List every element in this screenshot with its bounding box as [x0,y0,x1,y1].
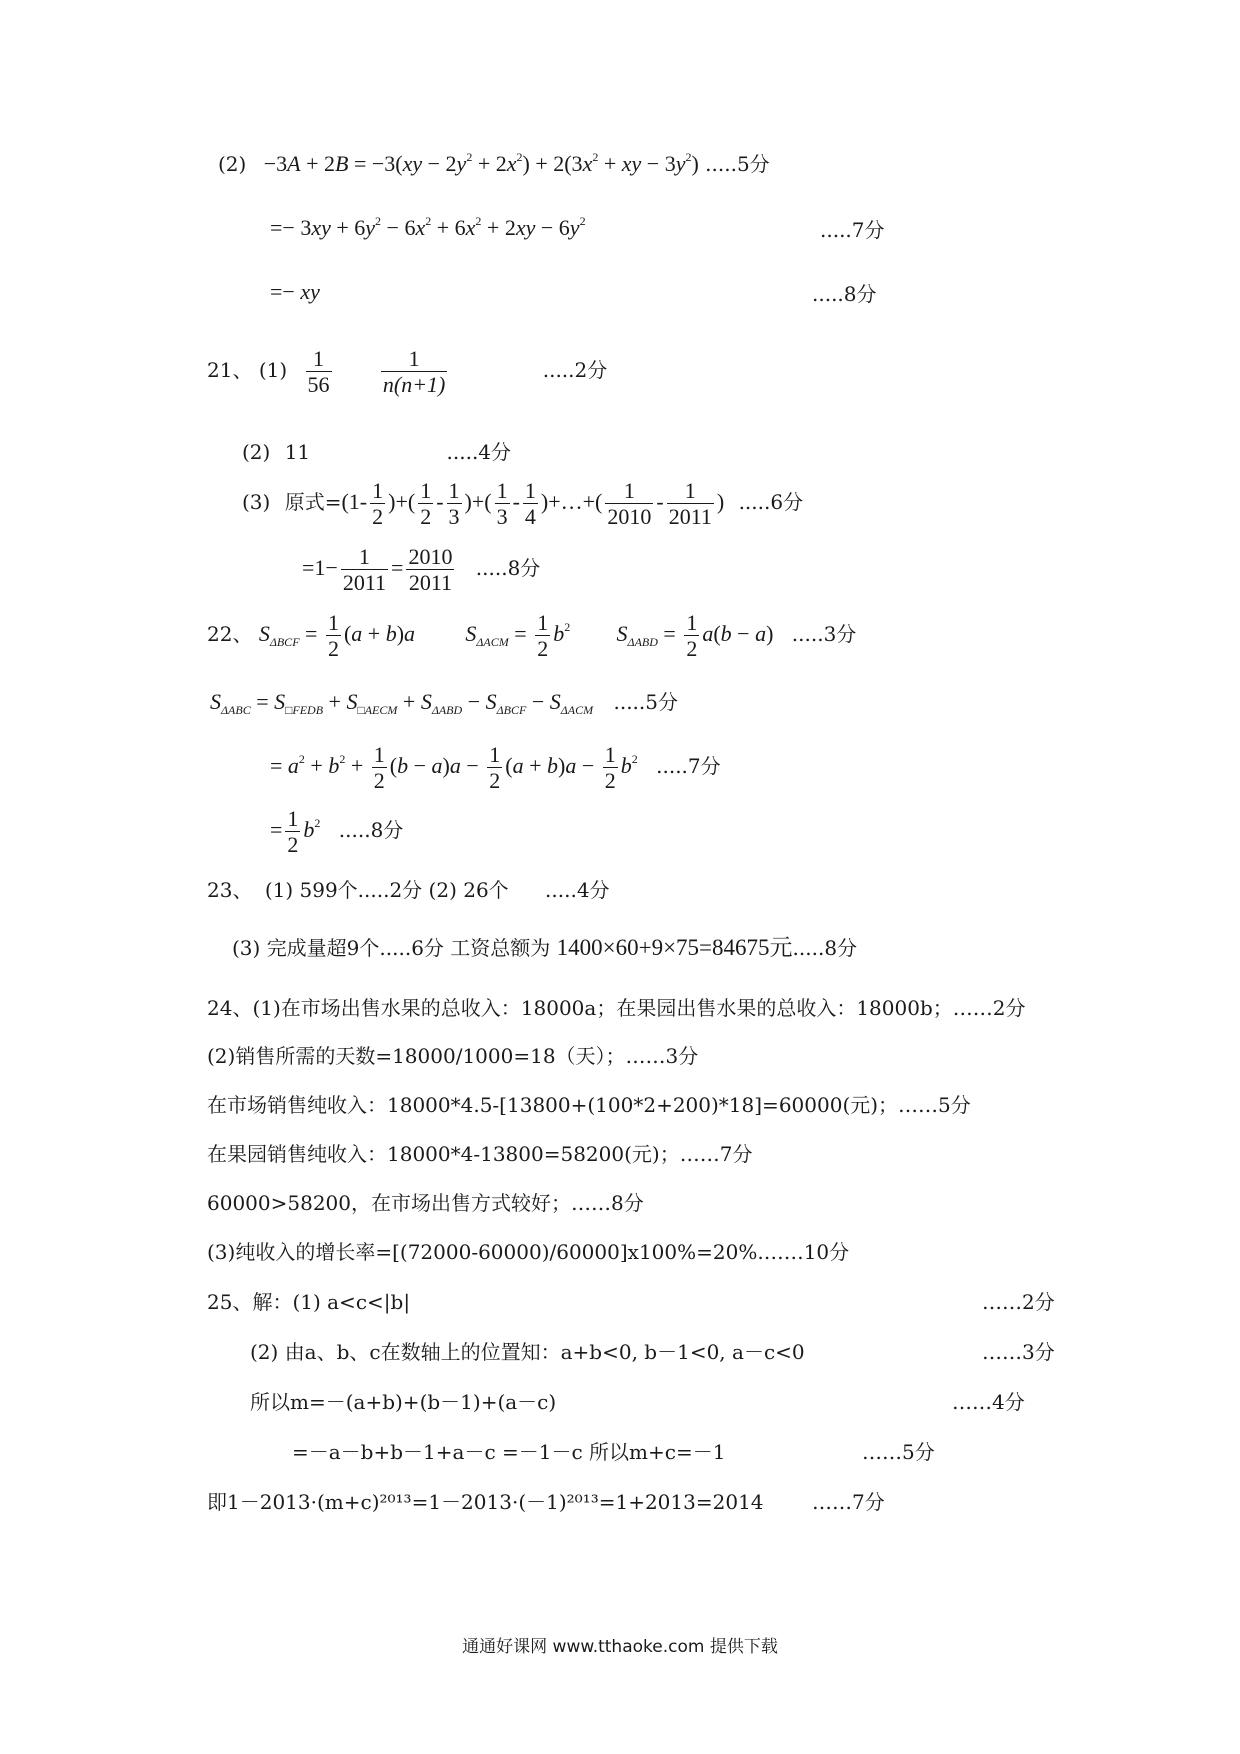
q21-part3: (3) 原式=(1- $\frac{1}{2}$ )+( $\frac{1}{2}$ - $\frac{1}{3}$ )+( $\frac{1}{3}$ - $\frac{1}{4}$ )+…+( $\frac{1}{2010}$ - $\frac{1}{2011}$ ) .....6分 [242,478,804,529]
q21-part1 [207,346,607,397]
q22-number: 22、 [207,622,253,646]
q21-p3-label: (3) [242,490,271,514]
q24-line1: 24、(1)在市场出售水果的总收入：18000a；在果园出售水果的总收入：18000b；……2分 [207,996,1026,1020]
q20-line2: =− $3xy + 6y^2 - 6x^2 + 6x^2 + 2xy - 6y^2$ [270,214,586,240]
q20-line3: =− xy [270,279,320,304]
q21-part3b: =1− $\frac{1}{2011}$ = $\frac{2010}{2011}$ .....8分 [302,544,541,595]
q24-line6: (3)纯收入的增长率=[(72000-60000)/60000]x100%=20%.……10分 [207,1240,850,1264]
q20-line1 [218,152,770,176]
q23-line2 [232,936,857,960]
q20-score2: .....7分 [820,218,885,242]
q25-line1: 25、解：(1) a<c<|b| [207,1290,411,1314]
q23-number: 23、 [207,878,253,902]
page-footer: 通通好课网 www.tthaoke.com 提供下载 [462,1637,778,1657]
q25-line2: (2) 由a、b、c在数轴上的位置知：a+b<0, b－1<0, a－c<0 [250,1340,805,1364]
q21-number: 21、 [207,358,253,382]
q21-part2 [242,440,511,464]
q21-frac-2010-2011: $\frac{2010}{2011}$ [408,544,453,595]
q23-wage-expr: 1400×60+9×75=84675元 [556,935,793,960]
q23-part3: (3) 完成量超9个.....6分 工资总额为 [232,936,551,960]
q21-frac-general: $\frac{1}{n(n+1)}$ [382,346,446,397]
q25-score3: ……4分 [952,1390,1025,1414]
q23-score3: .....8分 [792,936,858,960]
q25-line3: 所以m=－(a+b)+(b－1)+(a－c) [250,1390,557,1414]
q23-score2: .....4分 [545,878,610,902]
q21-p3-lead: 原式= [284,490,342,514]
q25-score1: ……2分 [982,1290,1055,1314]
q22-line2: $S_{\Delta ABC} = S_{□FEDB} + S_{□AECM} + S_{\Delta ABD} - S_{\Delta BCF} - S_{\Delta ACM}$ .....5分 [210,689,678,717]
q23-line1 [207,878,610,902]
q22-line1: 22、 $S_{\Delta BCF}$ = $\frac{1}{2}$ (a + b)a $S_{\Delta ACM}$ = $\frac{1}{2}$ $b^2$ $S_{\Delta ABD}$ = $\frac{1}{2}$ a(b − a) .....3分 [207,610,857,661]
q21-score4: .....8分 [475,556,541,580]
q25-line4: =－a－b+b－1+a－c =－1－c 所以m+c=－1 [292,1440,726,1464]
q21-frac-1-2011: $\frac{1}{2011}$ [342,544,387,595]
q21-p2-label: (2) [242,440,271,464]
q24-line4: 在果园销售纯收入：18000*4-13800=58200(元)；……7分 [207,1142,753,1166]
q23-parts12: (1) 599个.....2分 (2) 26个 [264,878,509,902]
q25-score2: ……3分 [982,1340,1055,1364]
q22-line4: = $\frac{1}{2}$ $b^2$ .....8分 [270,806,404,857]
q24-line2: (2)销售所需的天数=18000/1000=18（天）；……3分 [207,1044,699,1068]
q21-frac-1-56: $\frac{1}{56}$ [307,346,330,397]
q22-score2: .....5分 [613,690,678,714]
q25-line5: 即1－2013·(m+c)²⁰¹³=1－2013·(－1)²⁰¹³=1+2013=2014 [207,1490,764,1514]
q24-line3: 在市场销售纯收入：18000*4.5-[13800+(100*2+200)*18]=60000(元)；……5分 [207,1093,971,1117]
q24-line5: 60000>58200，在市场出售方式较好；……8分 [207,1191,644,1215]
q21-p1-label: (1) [258,358,288,382]
q20-label: (2) [218,152,247,176]
q22-score4: .....8分 [338,818,404,842]
q25-score5: ……7分 [812,1490,885,1514]
q20-score1: .....5分 [705,152,770,176]
q20-score3: .....8分 [812,282,877,306]
q20-expr1: $-3A + 2B = -3(xy - 2y^2 + 2x^2) + 2(3x^2$ + xy − $3y^2$) [252,150,699,176]
q21-p2-value: 11 [284,440,311,464]
q21-score3: .....6分 [738,490,804,514]
q22-line3: = $a^2 + b^2$ + $\frac{1}{2}$ (b − a)a − $\frac{1}{2}$ (a + b)a − $\frac{1}{2}$ $b^2$ .....7分 [270,742,721,793]
q21-score2: .....4分 [446,440,512,464]
q21-score1: .....2分 [542,358,608,382]
q22-score3: .....7分 [656,754,721,778]
q25-score4: ……5分 [862,1440,935,1464]
q22-score1: .....3分 [791,622,857,646]
